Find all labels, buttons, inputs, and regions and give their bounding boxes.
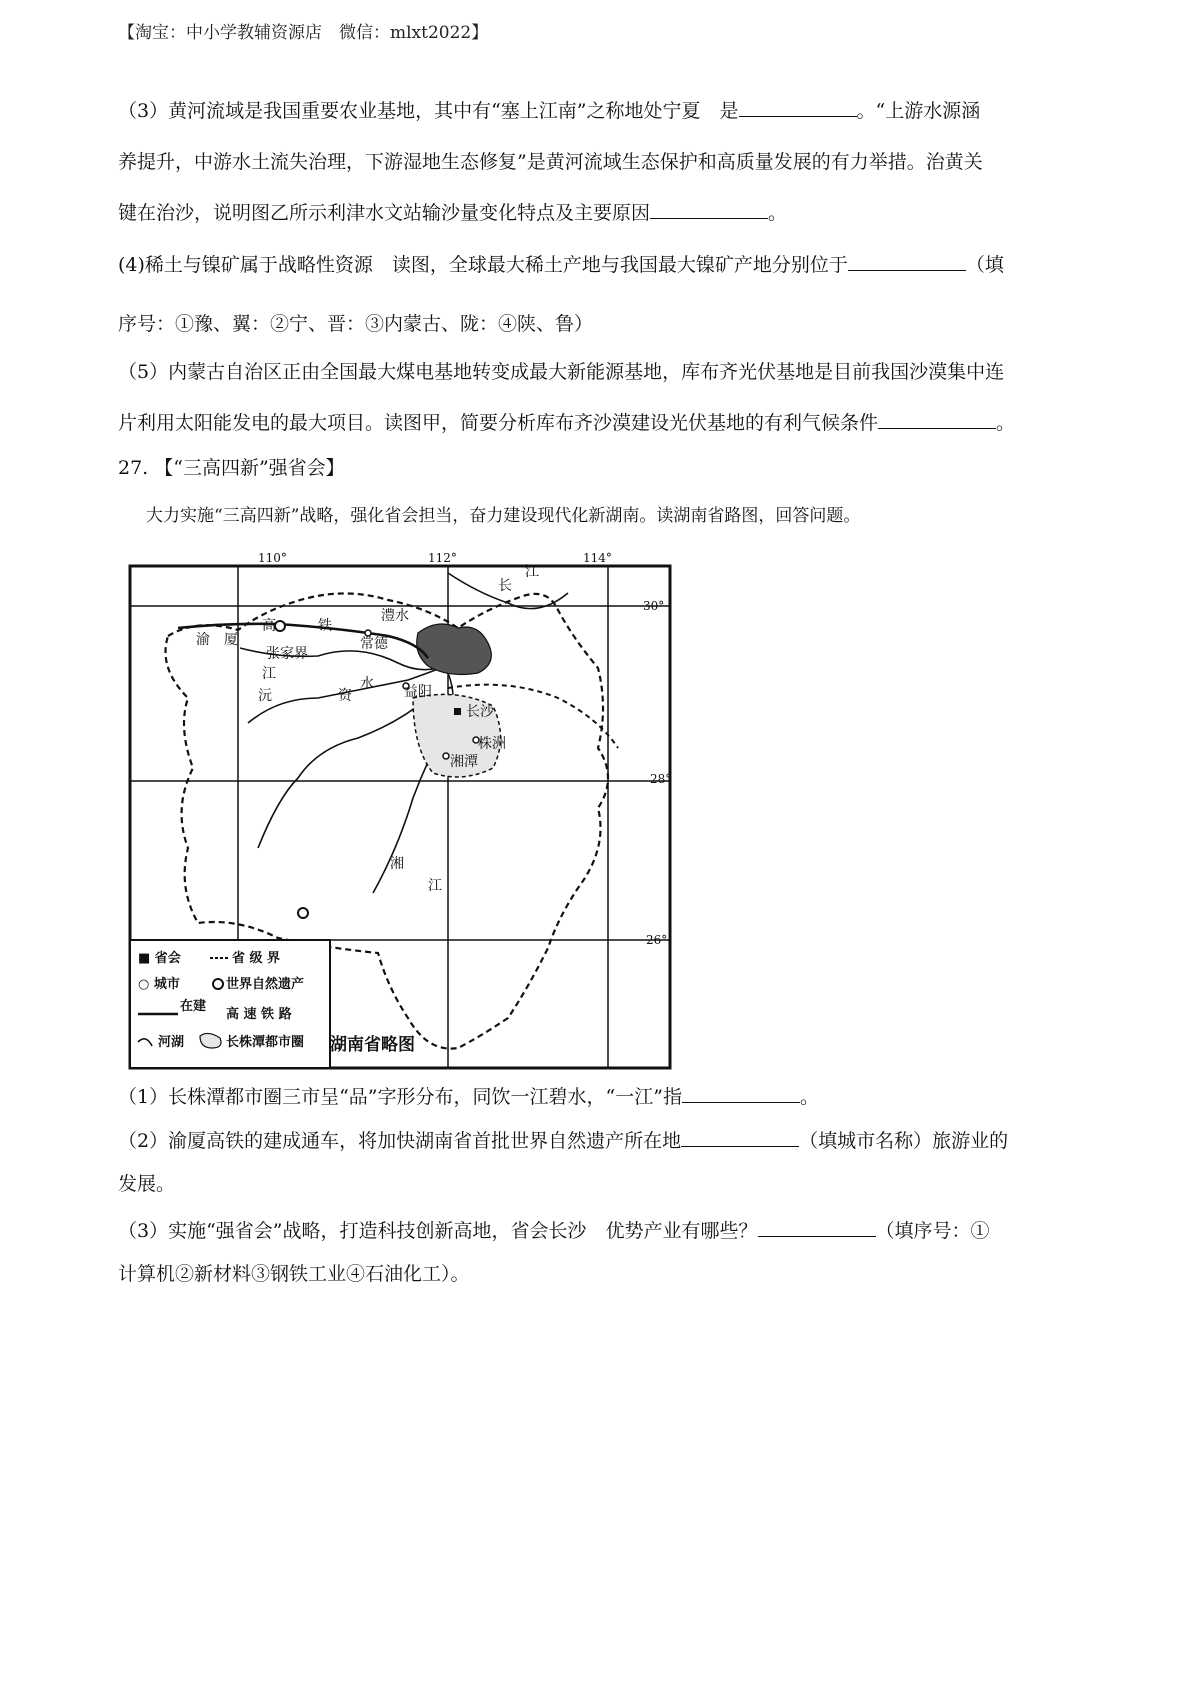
label-xiangtan: 湘潭 (450, 754, 478, 770)
label-jiang1: 江 (262, 666, 276, 682)
lon-label-114: 114° (583, 551, 612, 565)
legend-city: ○ 城市 (138, 977, 180, 992)
q27-sub2-blank[interactable] (681, 1128, 799, 1147)
q4-line1 (118, 252, 1004, 277)
label-chang: 长 (498, 578, 512, 594)
legend-heritage: 世界自然遗产 (226, 977, 305, 992)
q3-line2: 养提升，中游水土流失治理，下游湿地生态修复”是黄河流域生态保护和高质量发展的有力举措。治黄关 (118, 151, 983, 173)
heritage-marker (275, 621, 285, 631)
legend-metro: 长株潭都市圈 (226, 1035, 305, 1050)
q27-sub3-text: （3）实施“强省会”战略，打造科技创新高地，省会长沙 优势产业有哪些？ (118, 1220, 758, 1242)
q27-sub3-blank[interactable] (758, 1218, 876, 1237)
legend-border: 省 级 界 (232, 951, 281, 966)
q3-blank-1[interactable] (739, 98, 857, 117)
dongting-lake (417, 624, 492, 674)
label-zi: 资 (338, 688, 352, 704)
legend-capital: ■ 省会 (138, 951, 181, 966)
label-changsha: 长沙 (466, 704, 494, 720)
q27-intro: 大力实施“三高四新”战略，强化省会担当，奋力建设现代化新湖南。读湖南省路图，回答问题。 (146, 506, 861, 526)
hunan-map-figure (128, 548, 688, 1113)
lon-label-110: 110° (258, 551, 287, 565)
q27-sub2 (118, 1128, 1008, 1153)
legend-rail-b: 高 速 铁 路 (226, 1007, 292, 1022)
label-yuan: 沅 (258, 688, 272, 704)
label-tie: 铁 (318, 618, 332, 634)
label-changde: 常德 (360, 636, 388, 652)
q3-text-d: 。 (768, 202, 788, 224)
lon-label-112: 112° (428, 551, 457, 565)
label-jiang2: 江 (428, 878, 442, 894)
label-shui: 水 (360, 676, 374, 692)
q4-text-a: (4)稀土与镍矿属于战略性资源 读图，全球最大稀土产地与我国最大镍矿产地分别位于 (118, 254, 848, 276)
q27-sub2-line2: 发展。 (118, 1173, 176, 1195)
legend-heritage-symbol (213, 979, 223, 989)
lat-label-30: 30° (643, 599, 665, 613)
label-lishui: 澧水 (381, 608, 409, 624)
q27-sub1 (118, 1084, 819, 1109)
lat-label-28: 28° (650, 772, 672, 786)
label-gao: 高 (262, 618, 276, 634)
heritage-marker-south (298, 908, 308, 918)
q4-line2: 序号：①豫、翼：②宁、晋：③内蒙古、陇：④陕、鲁） (118, 313, 594, 335)
q3-text-a: （3）黄河流域是我国重要农业基地，其中有“塞上江南”之称地处宁夏 是 (118, 100, 739, 122)
lat-label-26: 26° (646, 933, 668, 947)
hunan-map (128, 548, 688, 1113)
q27-sub3 (118, 1218, 990, 1243)
label-xia: 厦 (224, 632, 238, 648)
q27-sub3-line2: 计算机②新材料③钢铁工业④石油化工）。 (118, 1263, 470, 1285)
label-zhangjiajie: 张家界 (266, 646, 308, 662)
label-yiyang: 益阳 (404, 684, 432, 700)
label-zhuzhou: 株洲 (478, 736, 506, 752)
label-yu: 渝 (196, 632, 210, 648)
q27-sub3-end: （填序号：① (875, 1220, 990, 1242)
q27-sub2-end: （填城市名称）旅游业的 (799, 1130, 1009, 1152)
q4-blank[interactable] (848, 252, 966, 271)
q3-line1 (118, 98, 980, 123)
capital-changsha (454, 708, 461, 715)
q27-title: 27. 【“三高四新”强省会】 (118, 457, 345, 479)
q27-sub2-text: （2）渝厦高铁的建成通车，将加快湖南省首批世界自然遗产所在地 (118, 1130, 682, 1152)
q4-text-b: （填 (965, 254, 1004, 276)
q5-text-b: 。 (996, 412, 1016, 434)
q27-sub1-text: （1）长株潭都市圈三市呈“品”字形分布，同饮一江碧水，“一江”指 (118, 1086, 682, 1108)
q27-sub1-end: 。 (799, 1086, 819, 1108)
legend-river: 河湖 (158, 1035, 185, 1050)
q5-line2 (118, 410, 1015, 435)
q3-blank-2[interactable] (650, 200, 768, 219)
q3-line3 (118, 200, 787, 225)
q5-text-a: 片利用太阳能发电的最大项目。读图甲，简要分析库布齐沙漠建设光伏基地的有利气候条件 (118, 412, 879, 434)
label-xiang: 湘 (390, 856, 404, 872)
legend-rail-a: 在建 (180, 999, 207, 1014)
q5-blank[interactable] (878, 410, 996, 429)
q5-line1: （5）内蒙古自治区正由全国最大煤电基地转变成最大新能源基地，库布齐光伏基地是目前我国沙漠集中连 (118, 361, 1005, 383)
city-xiangtan (443, 753, 449, 759)
label-jiang3: 江 (525, 564, 539, 580)
zi-river (258, 698, 428, 848)
q27-sub1-blank[interactable] (682, 1084, 800, 1103)
map-caption: 湖南省略图 (330, 1035, 415, 1055)
q3-text-b: 。“上游水源涵 (856, 100, 981, 122)
q3-text-c: 键在治沙，说明图乙所示利津水文站输沙量变化特点及主要原因 (118, 202, 651, 224)
header-watermark: 【淘宝：中小学教辅资源店 微信：mlxt2022】 (118, 23, 489, 43)
